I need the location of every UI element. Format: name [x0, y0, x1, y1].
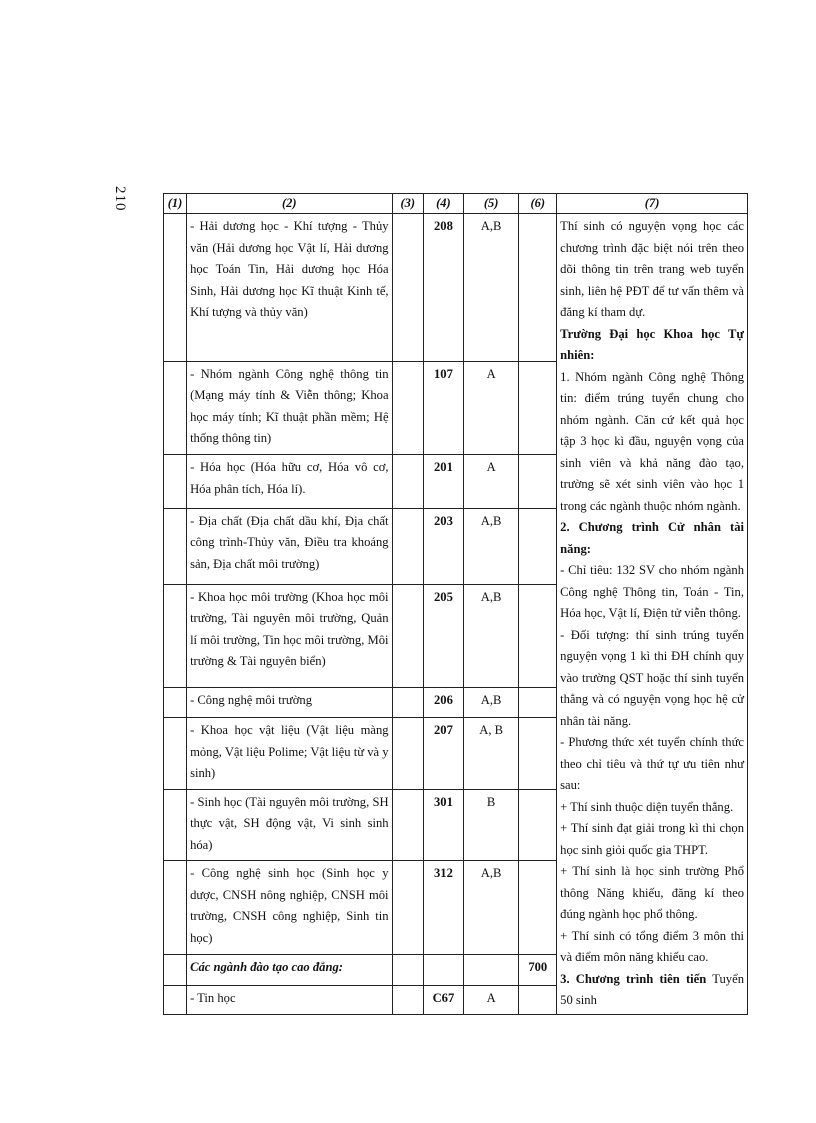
program-code: 206 — [424, 687, 464, 718]
exam-group: A,B — [463, 508, 519, 584]
program-name: - Tin học — [187, 985, 393, 1014]
row-number-cell — [164, 718, 187, 789]
note-paragraph: + Thí sinh là học sinh trường Phổ thông Năng khiếu, đăng kí theo đúng ngành học phổ thông. — [560, 864, 744, 921]
quota-cell — [519, 687, 557, 718]
program-code: 208 — [424, 214, 464, 362]
column-header: (7) — [557, 194, 748, 214]
quota-cell — [519, 455, 557, 508]
quota-cell — [519, 718, 557, 789]
exam-group: A — [463, 361, 519, 455]
column-header: (4) — [424, 194, 464, 214]
program-code: 301 — [424, 789, 464, 860]
program-name: - Khoa học vật liệu (Vật liệu màng mỏng, Vật liệu Polime; Vật liệu từ và y sinh) — [187, 718, 393, 789]
program-code: 201 — [424, 455, 464, 508]
section-label: Các ngành đào tạo cao đẳng: — [187, 954, 393, 985]
row-number-cell — [164, 584, 187, 687]
program-name: - Hóa học (Hóa hữu cơ, Hóa vô cơ, Hóa phân tích, Hóa lí). — [187, 455, 393, 508]
program-code: 205 — [424, 584, 464, 687]
empty-cell — [392, 214, 423, 362]
exam-group: A,B — [463, 861, 519, 955]
program-name: - Sinh học (Tài nguyên môi trường, SH thực vật, SH động vật, Vi sinh sinh hóa) — [187, 789, 393, 860]
program-code: 207 — [424, 718, 464, 789]
program-name: - Hải dương học - Khí tượng - Thủy văn (Hải dương học Vật lí, Hải dương học Toán Tin, Hải dương học Hóa Sinh, Hải dương học Kĩ thuật Kinh tế, Khí tượng và thủy văn) — [187, 214, 393, 362]
note-text: Tuyển 50 sinh — [560, 971, 744, 1007]
note-paragraph: - Đối tượng: thí sinh trúng tuyển nguyện vọng 1 kì thi ĐH chính quy vào trường QST hoặc thí sinh tuyển thẳng và có nguyện vọng học hệ cử nhân tài năng. — [560, 627, 744, 728]
page-number: 210 — [112, 186, 128, 212]
row-number-cell — [164, 861, 187, 955]
empty-cell — [392, 508, 423, 584]
program-name: - Địa chất (Địa chất dầu khí, Địa chất công trình-Thủy văn, Điều tra khoáng sản, Địa chất môi trường) — [187, 508, 393, 584]
row-number-cell — [164, 789, 187, 860]
program-code — [424, 954, 464, 985]
exam-group: A,B — [463, 584, 519, 687]
exam-group: A, B — [463, 718, 519, 789]
quota-cell — [519, 789, 557, 860]
exam-group: A — [463, 455, 519, 508]
program-name: - Khoa học môi trường (Khoa học môi trường, Tài nguyên môi trường, Quản lí môi trường, Tin học môi trường, Môi trường & Tài nguyên biển) — [187, 584, 393, 687]
note-heading: Trường Đại học Khoa học Tự nhiên: — [560, 326, 744, 362]
exam-group — [463, 954, 519, 985]
program-code: 203 — [424, 508, 464, 584]
row-number-cell — [164, 214, 187, 362]
note-heading: 2. Chương trình Cử nhân tài năng: — [560, 520, 744, 556]
note-paragraph: Thí sinh có nguyện vọng học các chương trình đặc biệt nói trên theo dõi thông tin trên trang web tuyển sinh, liên hệ PĐT để tư vấn thêm và đăng kí tham dự. — [560, 219, 744, 319]
column-header: (6) — [519, 194, 557, 214]
exam-group: A — [463, 985, 519, 1014]
empty-cell — [392, 861, 423, 955]
program-name: - Công nghệ môi trường — [187, 687, 393, 718]
program-name: - Công nghệ sinh học (Sinh học y dược, CNSH nông nghiệp, CNSH môi trường, CNSH công nghiệp, Sinh tin học) — [187, 861, 393, 955]
note-paragraph — [560, 969, 744, 1012]
exam-group: A,B — [463, 687, 519, 718]
column-header: (2) — [187, 194, 393, 214]
row-number-cell — [164, 687, 187, 718]
note-heading: 3. Chương trình tiên tiến — [560, 971, 707, 986]
quota-cell — [519, 508, 557, 584]
program-code: 312 — [424, 861, 464, 955]
program-code: C67 — [424, 985, 464, 1014]
empty-cell — [392, 584, 423, 687]
quota-cell — [519, 214, 557, 362]
program-code: 107 — [424, 361, 464, 455]
empty-cell — [392, 455, 423, 508]
quota-cell — [519, 861, 557, 955]
row-number-cell — [164, 508, 187, 584]
note-paragraph: + Thí sinh có tổng điểm 3 môn thi và điểm môn năng khiếu cao. — [560, 928, 744, 964]
empty-cell — [392, 954, 423, 985]
note-paragraph: 1. Nhóm ngành Công nghệ Thông tin: điểm trúng tuyển chung cho nhóm ngành. Căn cứ kết quả học tập 3 học kì đầu, nguyện vọng của sinh viên và khả năng đào tạo, trường sẽ xét sinh viên vào học 1 trong các ngành thuộc nhóm ngành. — [560, 369, 744, 513]
quota-cell — [519, 584, 557, 687]
empty-cell — [392, 985, 423, 1014]
empty-cell — [392, 789, 423, 860]
empty-cell — [392, 718, 423, 789]
column-header: (5) — [463, 194, 519, 214]
exam-group: B — [463, 789, 519, 860]
row-number-cell — [164, 455, 187, 508]
note-paragraph: - Phương thức xét tuyển chính thức theo chỉ tiêu và thứ tự ưu tiên như sau: — [560, 735, 744, 792]
exam-group: A,B — [463, 214, 519, 362]
row-number-cell — [164, 954, 187, 985]
note-paragraph: + Thí sinh đạt giải trong kì thi chọn học sinh giỏi quốc gia THPT. — [560, 821, 744, 857]
note-paragraph: + Thí sinh thuộc diện tuyển thẳng. — [560, 799, 734, 814]
empty-cell — [392, 361, 423, 455]
program-name: - Nhóm ngành Công nghệ thông tin (Mạng máy tính & Viễn thông; Khoa học máy tính; Kĩ thuật phần mềm; Hệ thống thông tin) — [187, 361, 393, 455]
quota-cell — [519, 361, 557, 455]
row-number-cell — [164, 361, 187, 455]
note-paragraph: - Chỉ tiêu: 132 SV cho nhóm ngành Công nghệ Thông tin, Toán - Tin, Hóa học, Vật lí, Điện tử viễn thông. — [560, 563, 744, 620]
notes-cell — [557, 214, 748, 1015]
column-header: (1) — [164, 194, 187, 214]
admissions-table — [163, 193, 748, 1015]
empty-cell — [392, 687, 423, 718]
column-header: (3) — [392, 194, 423, 214]
quota-cell: 700 — [519, 954, 557, 985]
table-header-row — [164, 194, 748, 214]
row-number-cell — [164, 985, 187, 1014]
table-row — [164, 214, 748, 362]
quota-cell — [519, 985, 557, 1014]
